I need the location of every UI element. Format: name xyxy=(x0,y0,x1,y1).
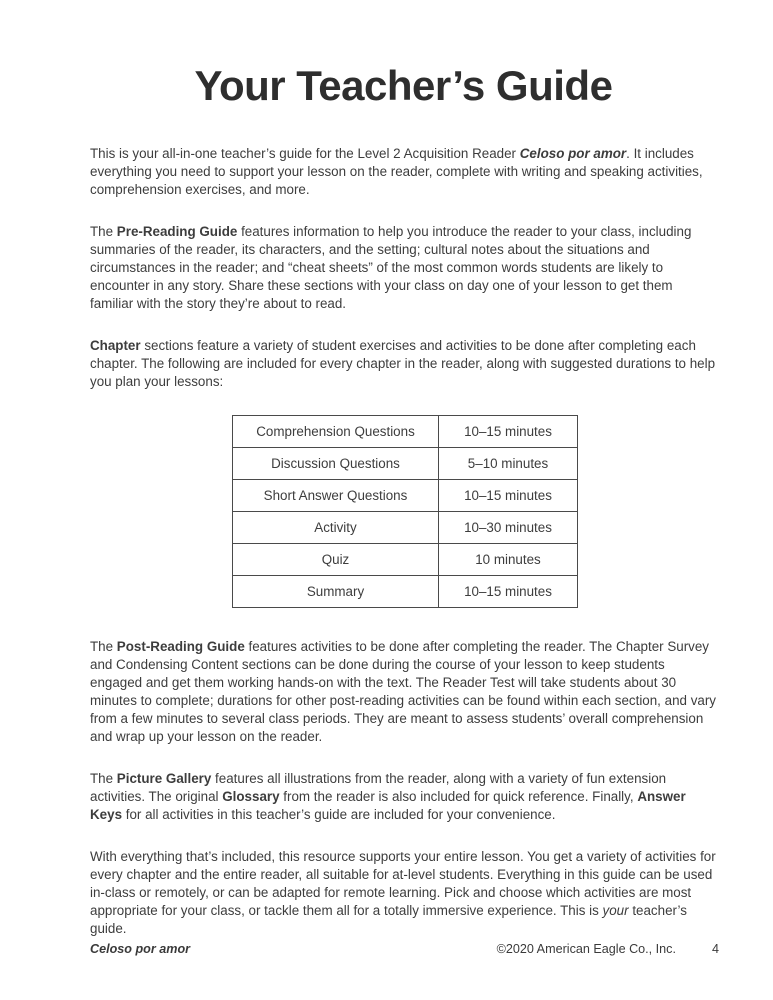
table-row xyxy=(233,544,578,576)
text-run: for all activities in this teacher’s guide are included for your convenience. xyxy=(122,807,556,823)
table-row xyxy=(233,512,578,544)
text-run: With everything that’s included, this resource supports your entire lesson. You get a variety of activities for every chapter and the entire reader, all suitable for at-level students. Everything in this guide can be used in-class or remotely, or can be adapted for remote learning. Pick and choose which activities are most appropriate for your class, or tackle them all for a totally immersive experience. This is xyxy=(90,849,716,919)
activity-cell: Discussion Questions xyxy=(233,448,439,480)
table-row xyxy=(233,576,578,608)
paragraph-picture-gallery xyxy=(90,770,717,824)
table-row xyxy=(233,448,578,480)
text-run: Celoso por amor xyxy=(519,146,627,162)
paragraph-pre-reading-guide xyxy=(90,223,717,313)
activity-cell: Summary xyxy=(233,576,439,608)
paragraph-post-reading-guide xyxy=(90,638,717,746)
text-run: your xyxy=(602,903,629,919)
text-run: Chapter xyxy=(90,338,141,354)
activity-cell: Activity xyxy=(233,512,439,544)
text-run: The xyxy=(90,771,117,787)
text-run: Glossary xyxy=(222,789,280,805)
text-run: The xyxy=(90,224,117,240)
duration-cell: 10–15 minutes xyxy=(439,480,578,512)
text-run: The xyxy=(90,639,117,655)
chapter-activities-duration-table xyxy=(232,415,578,608)
page-title: Your Teacher’s Guide xyxy=(194,62,613,109)
activity-cell: Quiz xyxy=(233,544,439,576)
text-run: Answer Keys xyxy=(90,789,686,823)
text-run: . It includes everything you need to support your lesson on the reader, complete with writing and speaking activities, comprehension exercises, and more. xyxy=(90,146,703,198)
duration-cell: 10–30 minutes xyxy=(439,512,578,544)
text-run: features all illustrations from the reader, along with a variety of fun extension activities. The original xyxy=(90,771,667,805)
text-run: features information to help you introduce the reader to your class, including summaries of the reader, its characters, and the setting; cultural notes about the situations and circumstances in the reader; and “cheat sheets” of the most common words students are likely to encounter in any story. Share these sections with your class on day one of your lesson to get them familiar with the story they’re about to read. xyxy=(90,224,692,312)
table-row xyxy=(233,416,578,448)
text-run: features activities to be done after completing the reader. The Chapter Survey and Condensing Content sections can be done during the course of your lesson to keep students engaged and get them working hands-on with the text. The Reader Test will take students about 30 minutes to complete; durations for other post-reading activities can be found within each section, and vary from a few minutes to several class periods. They are meant to assess students’ overall comprehension and wrap up your lesson on the reader. xyxy=(90,639,716,745)
schedule-table-body xyxy=(233,416,578,608)
paragraph-conclusion xyxy=(90,848,717,938)
page-footer xyxy=(90,940,719,958)
footer-copyright: ©2020 American Eagle Co., Inc. xyxy=(496,942,676,956)
duration-cell: 10–15 minutes xyxy=(439,416,578,448)
footer-book-title: Celoso por amor xyxy=(90,942,191,956)
table-row xyxy=(233,480,578,512)
footer-page-number: 4 xyxy=(711,942,719,956)
text-run: Post-Reading Guide xyxy=(116,639,245,655)
text-run: sections feature a variety of student exercises and activities to be done after completing each chapter. The following are included for every chapter in the reader, along with suggested durations to help you plan your lessons: xyxy=(90,338,716,390)
text-run: teacher’s guide. xyxy=(90,903,687,937)
activity-cell: Comprehension Questions xyxy=(233,416,439,448)
duration-cell: 10–15 minutes xyxy=(439,576,578,608)
text-run: from the reader is also included for quick reference. Finally, xyxy=(279,789,638,805)
paragraph-chapter xyxy=(90,337,717,391)
text-run: Pre-Reading Guide xyxy=(116,224,238,240)
text-run: Picture Gallery xyxy=(116,771,212,787)
duration-cell: 5–10 minutes xyxy=(439,448,578,480)
text-run: This is your all-in-one teacher’s guide for the Level 2 Acquisition Reader xyxy=(90,146,520,162)
duration-cell: 10 minutes xyxy=(439,544,578,576)
activity-cell: Short Answer Questions xyxy=(233,480,439,512)
footer-right-group xyxy=(497,940,719,958)
paragraph-intro xyxy=(90,145,717,199)
